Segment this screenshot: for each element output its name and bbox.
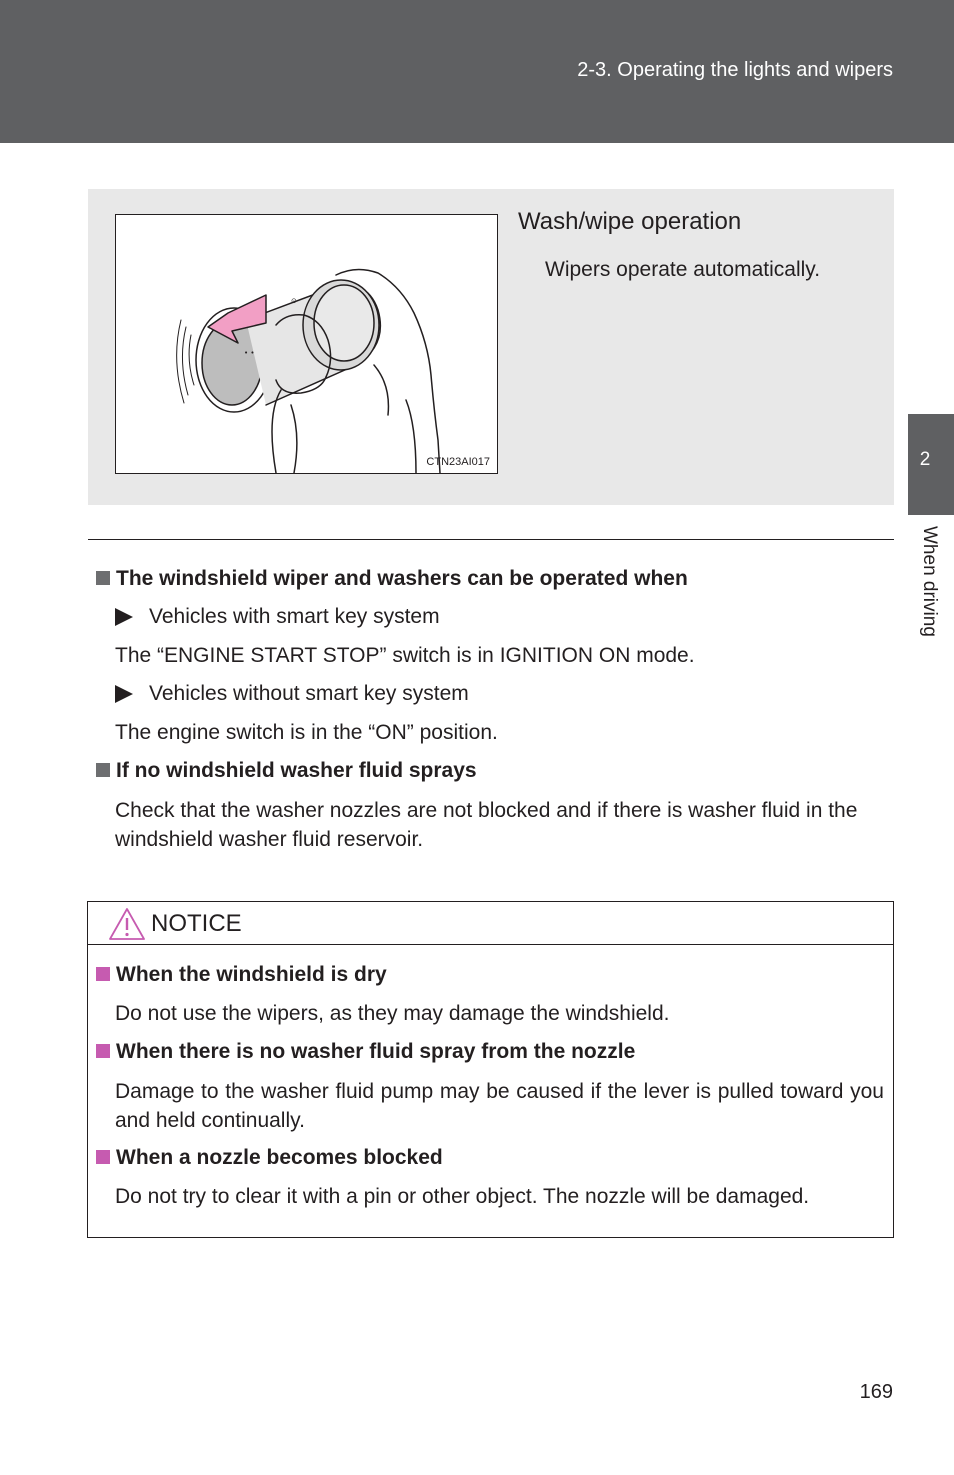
chapter-label: When driving bbox=[919, 526, 940, 637]
notice-item-text: Do not use the wipers, as they may damage the windshield. bbox=[115, 1002, 670, 1025]
square-bullet-icon bbox=[96, 763, 110, 777]
list-item: Vehicles without smart key system bbox=[115, 682, 469, 706]
notice-item-heading: When the windshield is dry bbox=[96, 963, 387, 987]
body-text: The engine switch is in the “ON” position. bbox=[115, 721, 498, 744]
info-heading: The windshield wiper and washers can be operated when bbox=[96, 567, 688, 591]
page-number: 169 bbox=[859, 1381, 893, 1403]
square-bullet-icon bbox=[96, 1150, 110, 1164]
section-title: 2-3. Operating the lights and wipers bbox=[577, 59, 893, 81]
page-header bbox=[0, 0, 954, 143]
info-heading: If no windshield washer fluid sprays bbox=[96, 759, 477, 783]
wiper-lever-illustration bbox=[115, 214, 498, 474]
triangle-bullet-icon bbox=[115, 685, 133, 703]
chapter-tab bbox=[908, 414, 954, 515]
body-text: The “ENGINE START STOP” switch is in IGNITION ON mode. bbox=[115, 644, 695, 667]
notice-item-heading: When there is no washer fluid spray from the nozzle bbox=[96, 1040, 635, 1064]
hand-pulling-lever-icon bbox=[116, 215, 497, 473]
notice-header bbox=[88, 902, 893, 945]
divider bbox=[88, 539, 894, 540]
square-bullet-icon bbox=[96, 1044, 110, 1058]
list-item: Vehicles with smart key system bbox=[115, 605, 440, 629]
notice-item-text: Damage to the washer fluid pump may be caused if the lever is pulled toward you and held continually. bbox=[115, 1080, 884, 1132]
notice-label: NOTICE bbox=[151, 910, 242, 937]
notice-item-heading: When a nozzle becomes blocked bbox=[96, 1146, 443, 1170]
chapter-number: 2 bbox=[919, 449, 931, 470]
svg-text:• •: • • bbox=[244, 349, 255, 357]
triangle-bullet-icon bbox=[115, 608, 133, 626]
operation-description: Wipers operate automatically. bbox=[545, 258, 821, 281]
illustration-code: CTN23AI017 bbox=[426, 456, 490, 468]
notice-item-text: Do not try to clear it with a pin or other object. The nozzle will be damaged. bbox=[115, 1185, 810, 1208]
square-bullet-icon bbox=[96, 967, 110, 981]
warning-triangle-icon bbox=[108, 907, 146, 941]
svg-text:⊙: ⊙ bbox=[291, 297, 297, 305]
operation-title: Wash/wipe operation bbox=[518, 208, 742, 235]
square-bullet-icon bbox=[96, 571, 110, 585]
body-text: Check that the washer nozzles are not blocked and if there is washer fluid in the windshield washer fluid reservoir. bbox=[115, 799, 858, 851]
